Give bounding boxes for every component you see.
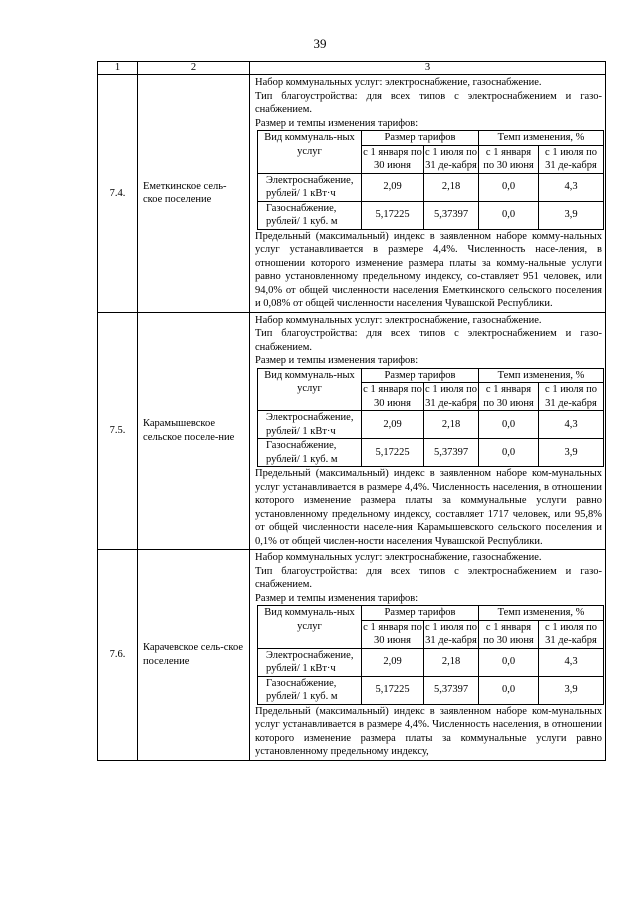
column-number-1: 1 — [98, 62, 138, 75]
tariffs-title: Размер и темпы изменения тарифов: — [255, 117, 419, 129]
tariff-value: 5,17225 — [362, 676, 424, 704]
tariff-value: 5,17225 — [362, 439, 424, 467]
tariff-value: 5,37397 — [424, 676, 479, 704]
page-number: 39 — [313, 36, 327, 51]
tariff-head-rate: Темп изменения, % — [479, 606, 604, 621]
tariff-head-rate: Темп изменения, % — [479, 368, 604, 383]
tariff-head-size: Размер тарифов — [362, 131, 479, 146]
tariff-change: 0,0 — [479, 411, 539, 439]
tariff-change: 0,0 — [479, 173, 539, 201]
settlement-row — [98, 550, 606, 761]
tariff-header-row — [258, 131, 604, 146]
improvement-line: Тип благоустройства: для всех типов с электроснабжением и газо-снабжением. — [255, 90, 602, 115]
column-number-2: 2 — [138, 62, 250, 75]
tariff-period-1: с 1 января по 30 июня — [363, 384, 422, 409]
column-number-3: 3 — [250, 62, 606, 75]
tariff-row-electricity — [258, 411, 604, 439]
tariffs-title: Размер и темпы изменения тарифов: — [255, 592, 419, 604]
tariff-head-size: Размер тарифов — [362, 606, 479, 621]
tariff-period-3: с 1 января по 30 июня — [479, 383, 539, 411]
tariff-period-4: с 1 июля по 31 де-кабря — [539, 145, 604, 173]
tariffs-title: Размер и темпы изменения тарифов: — [255, 355, 419, 366]
tariff-head-size: Размер тарифов — [362, 368, 479, 383]
tariff-value: 2,09 — [362, 173, 424, 201]
tariff-change: 4,3 — [539, 173, 604, 201]
tariff-value: 2,18 — [424, 411, 479, 439]
tariff-row-gas — [258, 676, 604, 704]
tariff-head-kind: Вид коммуналь-ных услуг — [258, 606, 362, 649]
tariff-period-3: с 1 января по 30 июня — [479, 145, 539, 173]
index-paragraph: Предельный (максимальный) индекс в заявленном наборе комму-нальных услуг устанавливается в размере 4,4%. Численность насе-ления, в отношении которого изменение размера платы за комму-нальные услуги равно установленному предельному индексу, со-ставляет 951 человек, или 94,0% от общей численности населения Еметкинского сельского поселения и 0,08% от общей численности населения Чувашской Республики. — [255, 230, 602, 309]
improvement-line: Тип благоустройства: для всех типов с электроснабжением и газо-снабжением. — [255, 328, 602, 353]
section-number: 7.6. — [98, 550, 138, 761]
index-paragraph: Предельный (максимальный) индекс в заявленном наборе ком-мунальных услуг устанавливается в размере 4,4%. Численность населения, в отношении которого изменение размера платы за коммунальные услуги равно установленному предельному индексу, — [255, 705, 602, 757]
tariff-label: Электроснабжение, рублей/ 1 кВт·ч — [258, 411, 362, 439]
tariff-period-1: с 1 января по 30 июня — [363, 146, 422, 171]
tariff-period-2: с 1 июля по 31 де-кабря — [425, 621, 477, 646]
tariff-period-4: с 1 июля по 31 де-кабря — [539, 620, 604, 648]
tariff-value: 2,09 — [362, 648, 424, 676]
tariff-row-gas — [258, 439, 604, 467]
tariff-head-kind: Вид коммуналь-ных услуг — [258, 368, 362, 411]
tariff-value: 2,09 — [362, 411, 424, 439]
tariff-table — [257, 368, 604, 468]
section-number: 7.4. — [98, 75, 138, 313]
tariff-label: Газоснабжение, рублей/ 1 куб. м — [258, 676, 362, 704]
tariff-head-kind: Вид коммуналь-ных услуг — [258, 131, 362, 174]
tariff-header-row — [258, 368, 604, 383]
settlement-name: Карачевское сель-ское поселение — [138, 550, 250, 761]
settlement-details — [250, 550, 606, 761]
settlement-name: Еметкинское сель-ское поселение — [138, 75, 250, 313]
index-paragraph: Предельный (максимальный) индекс в заявленном наборе ком-мунальных услуг устанавливается в размере 4,4%. Численность населения, в отношении которого изменение размера платы за коммунальные услуги равно установленному предельному индексу, составляет 1717 человек, или 95,8% от общей численности населе-ния Карамышевского сельского поселения и 0,1% от общей числен-ности населения Чувашской Республики. — [255, 468, 602, 547]
tariff-change: 0,0 — [479, 676, 539, 704]
tariff-table — [257, 130, 604, 230]
settlement-row — [98, 312, 606, 550]
settlement-details — [250, 75, 606, 313]
tariff-label: Электроснабжение, рублей/ 1 кВт·ч — [258, 648, 362, 676]
tariff-value: 5,37397 — [424, 439, 479, 467]
tariff-value: 5,37397 — [424, 201, 479, 229]
tariff-period-2: с 1 июля по 31 де-кабря — [425, 384, 477, 409]
tariff-change: 3,9 — [539, 676, 604, 704]
tariff-change: 3,9 — [539, 201, 604, 229]
section-number: 7.5. — [98, 312, 138, 550]
settlement-row — [98, 75, 606, 313]
tariff-value: 5,17225 — [362, 201, 424, 229]
tariff-change: 3,9 — [539, 439, 604, 467]
tariff-change: 0,0 — [479, 201, 539, 229]
tariff-value: 2,18 — [424, 648, 479, 676]
tariff-change: 4,3 — [539, 648, 604, 676]
tariff-label: Электроснабжение, рублей/ 1 кВт·ч — [258, 173, 362, 201]
tariff-change: 4,3 — [539, 411, 604, 439]
tariff-table — [257, 605, 604, 705]
services-line: Набор коммунальных услуг: электроснабжение, газоснабжение. — [255, 77, 542, 88]
tariff-row-electricity — [258, 173, 604, 201]
tariff-label: Газоснабжение, рублей/ 1 куб. м — [258, 439, 362, 467]
improvement-line: Тип благоустройства: для всех типов с электроснабжением и газо-снабжением. — [255, 565, 602, 590]
tariff-period-1: с 1 января по 30 июня — [363, 621, 422, 646]
tariff-value: 2,18 — [424, 173, 479, 201]
services-line: Набор коммунальных услуг: электроснабжение, газоснабжение. — [255, 314, 542, 326]
tariff-row-electricity — [258, 648, 604, 676]
services-line: Набор коммунальных услуг: электроснабжение, газоснабжение. — [255, 552, 542, 563]
column-number-row — [98, 62, 606, 75]
settlements-table — [97, 61, 606, 761]
tariff-header-row — [258, 606, 604, 621]
settlement-details — [250, 312, 606, 550]
tariff-row-gas — [258, 201, 604, 229]
tariff-label: Газоснабжение, рублей/ 1 куб. м — [258, 201, 362, 229]
tariff-head-rate: Темп изменения, % — [479, 131, 604, 146]
tariff-period-3: с 1 января по 30 июня — [479, 620, 539, 648]
tariff-change: 0,0 — [479, 439, 539, 467]
tariff-change: 0,0 — [479, 648, 539, 676]
settlement-name: Карамышевское сельское поселе-ние — [138, 312, 250, 550]
tariff-period-4: с 1 июля по 31 де-кабря — [539, 383, 604, 411]
tariff-period-2: с 1 июля по 31 де-кабря — [425, 146, 477, 171]
